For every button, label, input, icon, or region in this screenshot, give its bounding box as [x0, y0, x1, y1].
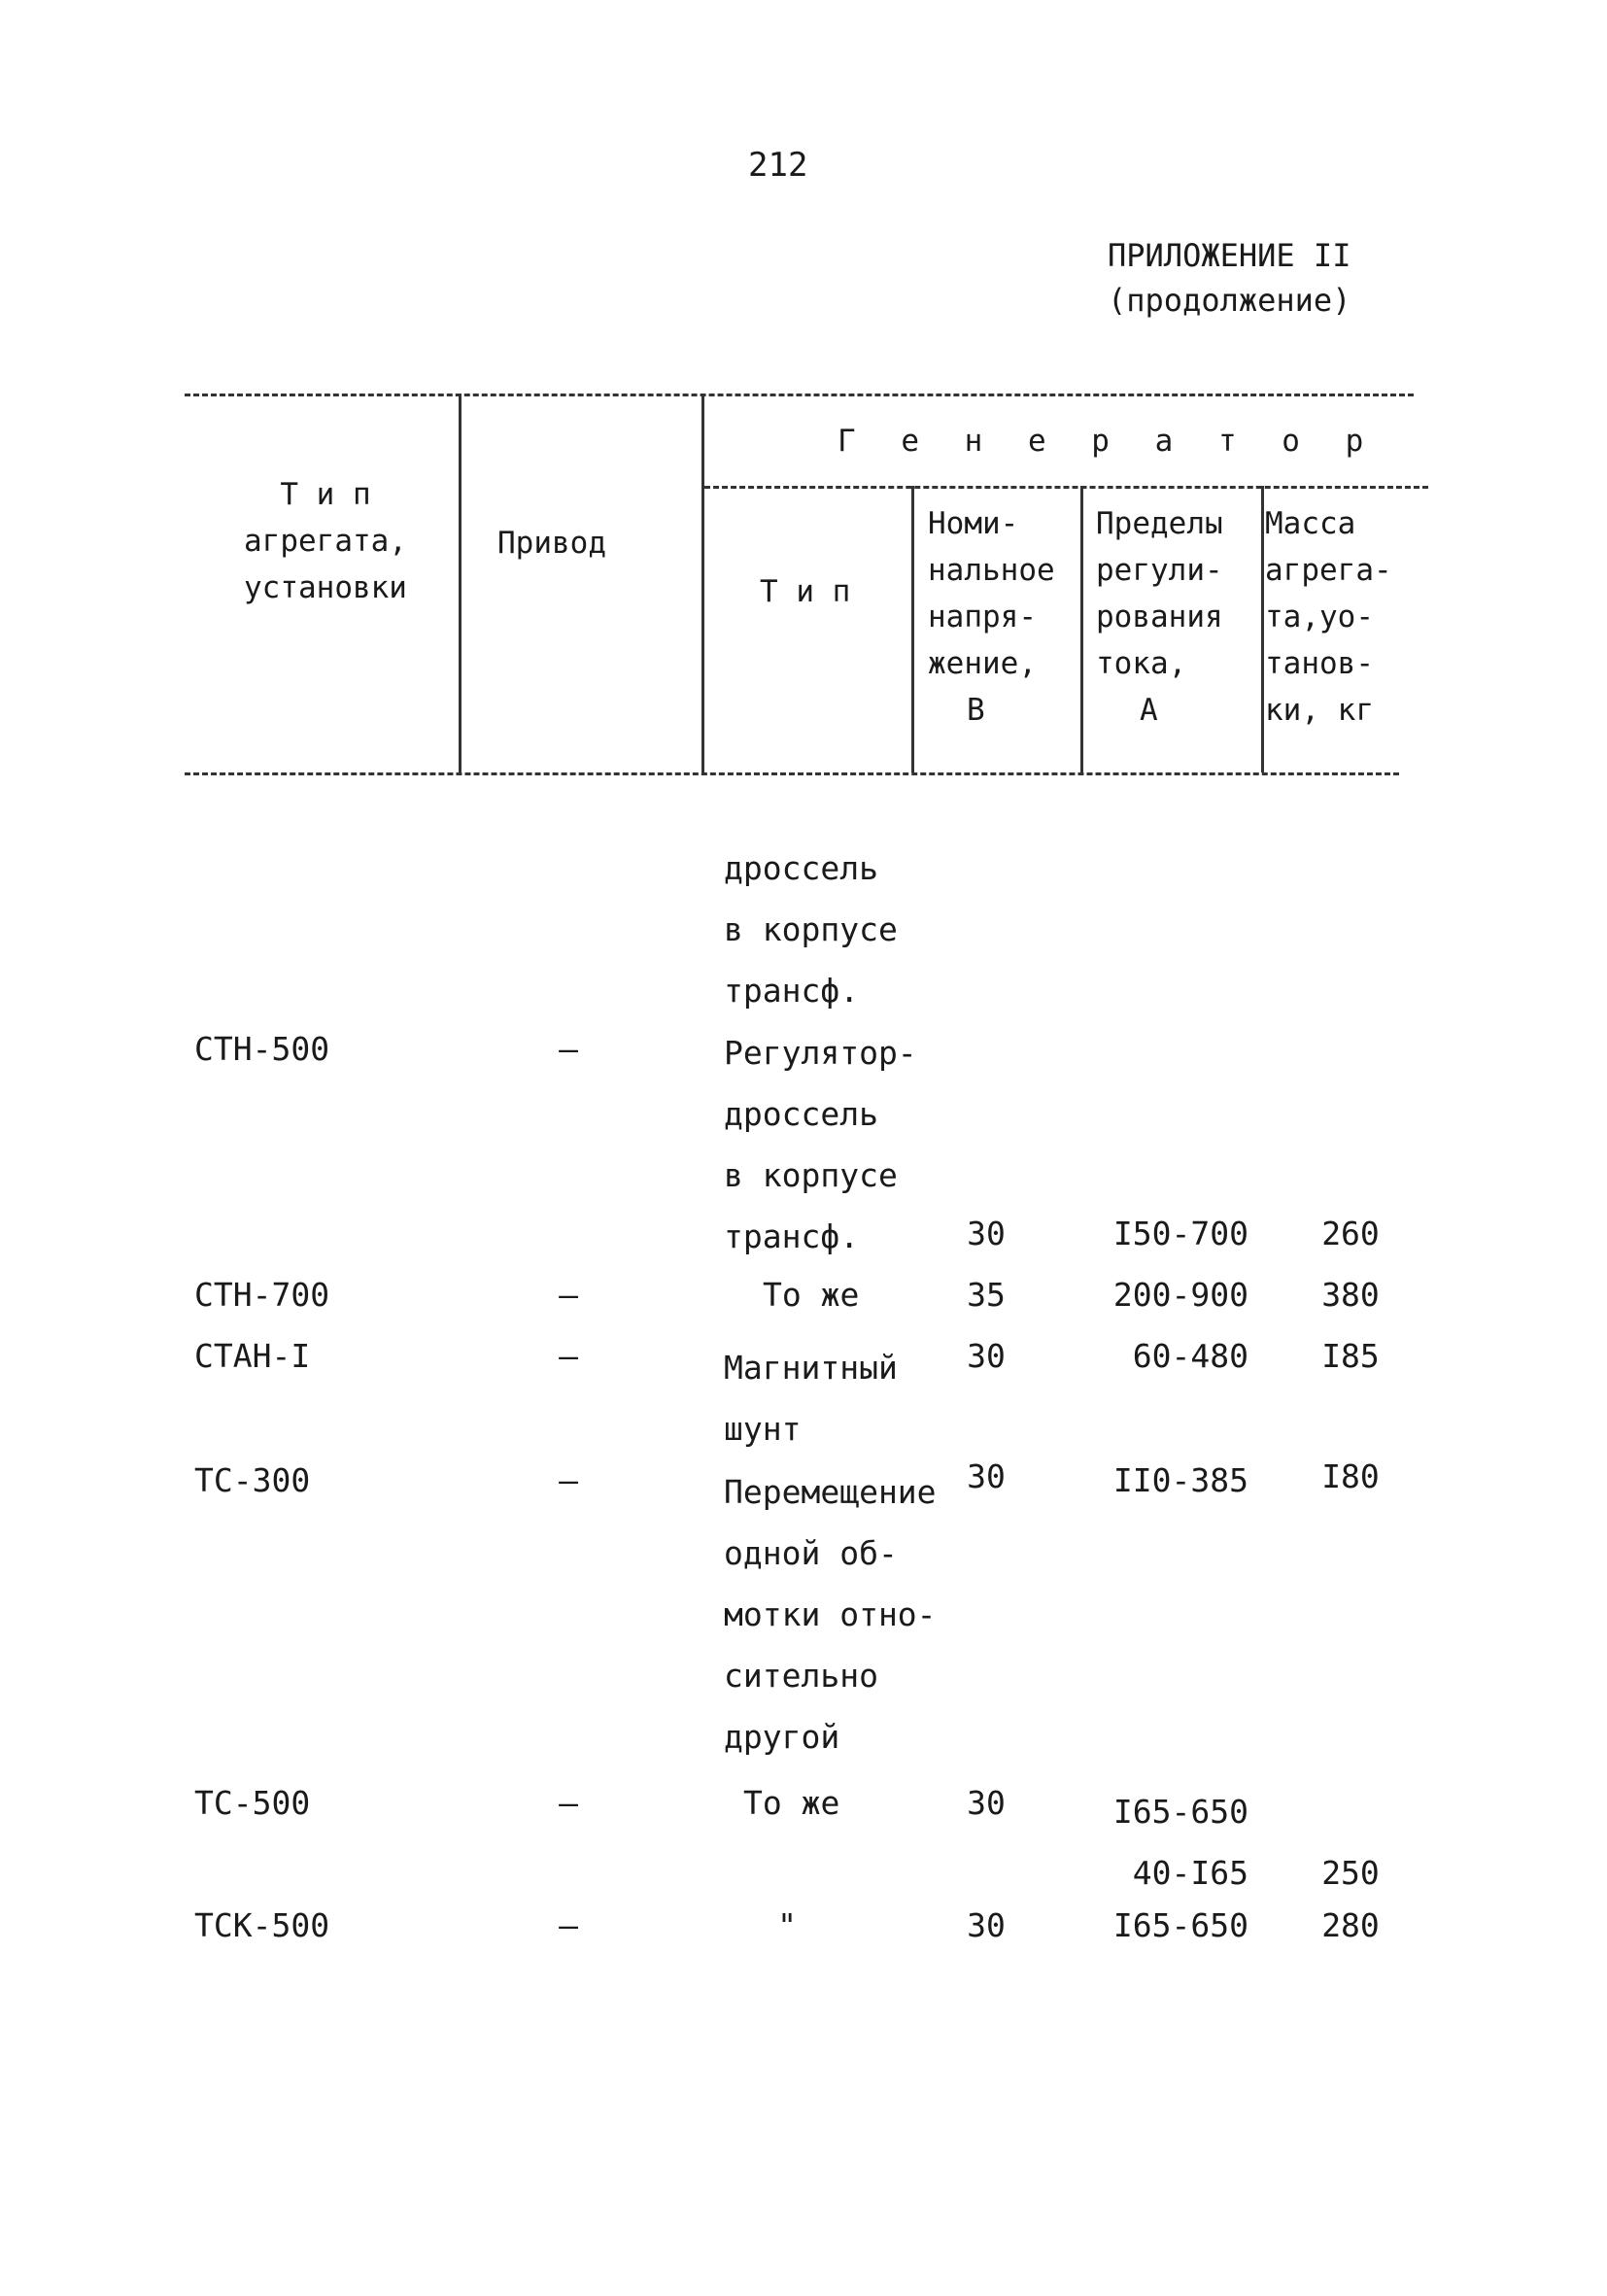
mass-cell: I85	[1321, 1337, 1380, 1375]
gen-type-line: Магнитный	[724, 1349, 898, 1387]
header-current-line: рования	[1096, 600, 1223, 634]
gen-type-cell	[724, 1337, 898, 1459]
voltage-cell: 30	[967, 1215, 1006, 1252]
header-current-line: Пределы	[1096, 506, 1223, 541]
header-voltage-line: напря-	[928, 600, 1037, 634]
column-divider-5	[1261, 486, 1264, 772]
gen-type-line: мотки отно-	[724, 1595, 937, 1633]
mass-line: 250	[1321, 1854, 1380, 1892]
header-generator-type: Т и п	[760, 574, 851, 609]
gen-type-line: шунт	[724, 1410, 802, 1448]
unit-type-cell: СТН-500	[194, 1030, 330, 1068]
header-current-line: регули-	[1096, 553, 1223, 588]
header-drive: Привод	[497, 526, 606, 561]
appendix-subtitle: (продолжение)	[1108, 282, 1351, 319]
header-mass-line: Масса	[1265, 506, 1356, 541]
header-mass-line: агрега-	[1265, 553, 1392, 588]
column-divider-4	[1080, 486, 1083, 772]
gen-type-cell	[724, 1022, 917, 1267]
gen-type-line: Регулятор-	[724, 1034, 917, 1072]
header-current-line: тока,	[1096, 646, 1187, 681]
current-cell: I50-700	[1112, 1215, 1248, 1252]
gen-type-line: сительно	[724, 1657, 878, 1695]
unit-type-cell: ТС-300	[194, 1461, 311, 1499]
column-divider-3	[911, 486, 914, 772]
drive-cell: –	[559, 1337, 578, 1375]
gen-type-cell: То же	[763, 1276, 860, 1314]
header-current-line: А	[1140, 693, 1158, 728]
header-voltage-line: жение,	[928, 646, 1037, 681]
drive-cell: –	[559, 1276, 578, 1314]
mass-cell	[1307, 1781, 1394, 1903]
generator-subheader-rule	[704, 486, 1428, 489]
unit-type-cell: ТСК-500	[194, 1906, 330, 1944]
gen-type-line: дроссель	[724, 1095, 878, 1133]
gen-type-line: другой	[724, 1718, 840, 1756]
header-mass-line: танов-	[1265, 646, 1374, 681]
header-unit-type	[209, 471, 442, 611]
gen-type-line: в корпусе	[724, 1156, 898, 1194]
gen-type-line: одной об-	[724, 1534, 898, 1572]
header-current	[1096, 500, 1223, 734]
gen-type-line: дроссель	[724, 849, 878, 887]
column-divider-1	[459, 394, 462, 772]
gen-type-line: Перемещение	[724, 1473, 937, 1511]
current-cell	[1069, 1781, 1248, 1903]
column-divider-2	[701, 394, 704, 772]
current-cell: II0-385	[1112, 1461, 1248, 1499]
voltage-cell: 30	[967, 1337, 1006, 1375]
page-number: 212	[748, 146, 808, 185]
appendix-title: ПРИЛОЖЕНИЕ II	[1108, 237, 1351, 274]
mass-cell: 380	[1321, 1276, 1380, 1314]
unit-type-cell: СТАН-I	[194, 1337, 311, 1375]
mass-cell: 260	[1321, 1215, 1380, 1252]
current-line: 40-I65	[1132, 1854, 1248, 1892]
header-voltage-line: В	[967, 693, 985, 728]
unit-type-cell: СТН-700	[194, 1276, 330, 1314]
gen-type-line: в корпусе	[724, 910, 898, 948]
gen-type-cell: "	[777, 1906, 797, 1944]
header-unit-type-line: Т и п	[280, 477, 371, 512]
gen-type-line: трансф.	[724, 972, 860, 1010]
gen-type-cell: То же	[743, 1784, 840, 1822]
header-generator: Г е н е р а т о р	[838, 424, 1378, 459]
mass-cell: 280	[1321, 1906, 1380, 1944]
header-unit-type-line: установки	[244, 570, 407, 605]
voltage-cell: 30	[967, 1457, 1006, 1495]
unit-type-cell: ТС-500	[194, 1784, 311, 1822]
gen-type-cell	[724, 1461, 937, 1767]
header-voltage-line: нальное	[928, 553, 1055, 588]
current-cell: I65-650	[1112, 1906, 1248, 1944]
mass-cell: I80	[1321, 1457, 1380, 1495]
header-voltage	[928, 500, 1055, 734]
drive-cell: –	[559, 1461, 578, 1499]
gen-type-line: трансф.	[724, 1217, 860, 1255]
voltage-cell: 30	[967, 1906, 1006, 1944]
current-cell: 60-480	[1132, 1337, 1248, 1375]
voltage-cell: 35	[967, 1276, 1006, 1314]
voltage-cell: 30	[967, 1784, 1006, 1822]
header-mass-line: ки, кг	[1265, 693, 1374, 728]
drive-cell: –	[559, 1906, 578, 1944]
drive-cell: –	[559, 1030, 578, 1068]
current-cell: 200-900	[1112, 1276, 1248, 1314]
current-line: I65-650	[1112, 1793, 1248, 1831]
header-unit-type-line: агрегата,	[244, 524, 407, 559]
gen-type-cell	[724, 838, 898, 1021]
table-top-rule	[185, 394, 1414, 396]
table-header-bottom-rule	[185, 772, 1399, 775]
header-mass-line: та,уо-	[1265, 600, 1374, 634]
mass-line	[1307, 1781, 1394, 1842]
appendix-heading	[1108, 233, 1351, 323]
header-mass	[1265, 500, 1392, 734]
header-voltage-line: Номи-	[928, 506, 1019, 541]
drive-cell: –	[559, 1784, 578, 1822]
